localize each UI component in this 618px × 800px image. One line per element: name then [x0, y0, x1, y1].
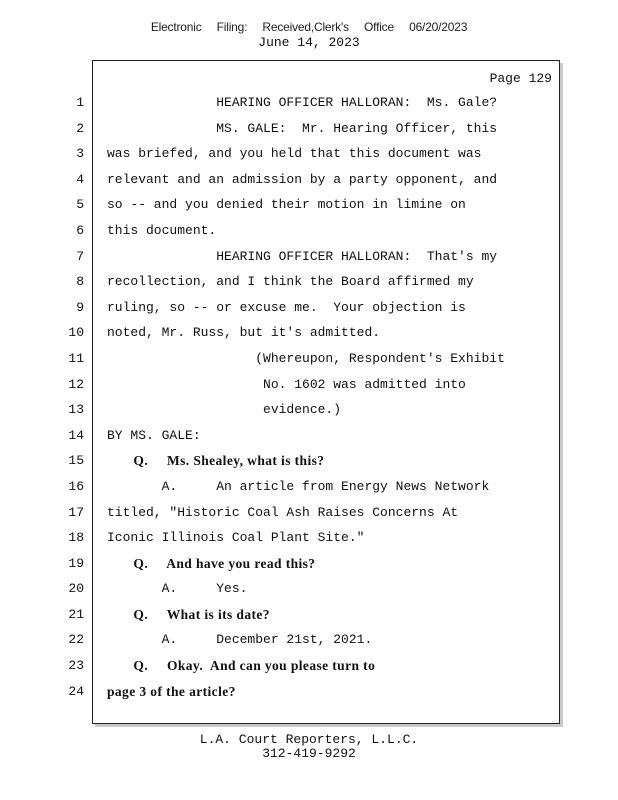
transcript-line: Q. Ms. Shealey, what is this?	[107, 453, 325, 469]
transcript-line: Q. What is its date?	[107, 606, 270, 622]
line-number: 22	[68, 632, 84, 648]
line-number: 7	[76, 248, 84, 264]
reporter-phone: 312-419-9292	[262, 746, 356, 761]
filing-stamp	[0, 20, 618, 34]
line-number: 20	[68, 581, 84, 597]
line-number: 24	[68, 683, 84, 699]
line-number: 8	[76, 274, 84, 290]
transcript-line: evidence.)	[107, 402, 342, 418]
line-number: 21	[68, 606, 84, 622]
stamp-date: 06/20/2023	[409, 20, 468, 34]
line-number: 6	[76, 222, 84, 238]
transcript-line: A. December 21st, 2021.	[107, 632, 373, 648]
stamp-office: Office	[364, 20, 394, 34]
transcript-line: noted, Mr. Russ, but it's admitted.	[107, 325, 381, 341]
transcript-text	[107, 90, 552, 704]
line-number: 17	[68, 504, 84, 520]
line-number: 14	[68, 427, 84, 443]
transcript-line: HEARING OFFICER HALLORAN: Ms. Gale?	[107, 95, 498, 110]
transcript-line: ruling, so -- or excuse me. Your objection is	[107, 299, 466, 315]
transcript-line: MS. GALE: Mr. Hearing Officer, this	[107, 120, 498, 136]
transcript-line: titled, "Historic Coal Ash Raises Concerns At	[107, 504, 459, 520]
transcript-line: A. Yes.	[107, 581, 248, 597]
line-number: 5	[76, 197, 84, 213]
line-number-column	[56, 90, 84, 704]
line-number: 11	[68, 350, 84, 366]
transcript-line: this document.	[107, 222, 217, 238]
line-number: 9	[76, 299, 84, 315]
transcript-line: recollection, and I think the Board affirmed my	[107, 274, 474, 290]
line-number: 4	[76, 171, 84, 187]
transcript-line: No. 1602 was admitted into	[107, 376, 466, 392]
line-number: 3	[76, 146, 84, 162]
transcript-line: relevant and an admission by a party opponent, and	[107, 171, 498, 187]
line-number: 12	[68, 376, 84, 392]
line-number: 13	[68, 402, 84, 418]
transcript-line: Q. Okay. And can you please turn to	[107, 658, 376, 674]
stamp-received: Received,Clerk's	[262, 20, 349, 34]
line-number: 16	[68, 478, 84, 494]
stamp-electronic: Electronic	[150, 20, 202, 34]
transcript-line: (Whereupon, Respondent's Exhibit	[107, 350, 505, 366]
page-number: Page 129	[489, 71, 552, 86]
transcript-line: HEARING OFFICER HALLORAN: That's my	[107, 248, 498, 264]
transcript-line: page 3 of the article?	[107, 683, 236, 699]
transcript-line: A. An article from Energy News Network	[107, 478, 490, 494]
transcript-date: June 14, 2023	[258, 35, 360, 50]
reporter-company: L.A. Court Reporters, L.L.C.	[199, 732, 419, 747]
transcript-line: Q. And have you read this?	[107, 555, 316, 571]
line-number: 18	[68, 530, 84, 546]
line-number: 10	[68, 325, 84, 341]
transcript-line: Iconic Illinois Coal Plant Site."	[107, 530, 365, 546]
line-number: 1	[76, 95, 84, 110]
stamp-filing: Filing:	[216, 20, 248, 34]
line-number: 23	[68, 658, 84, 674]
transcript-line: so -- and you denied their motion in limine on	[107, 197, 466, 213]
line-number: 19	[68, 555, 84, 571]
transcript-line: was briefed, and you held that this document was	[107, 146, 482, 162]
footer	[0, 733, 618, 761]
line-number: 15	[68, 453, 84, 469]
transcript-line: BY MS. GALE:	[107, 427, 201, 443]
line-number: 2	[76, 120, 84, 136]
